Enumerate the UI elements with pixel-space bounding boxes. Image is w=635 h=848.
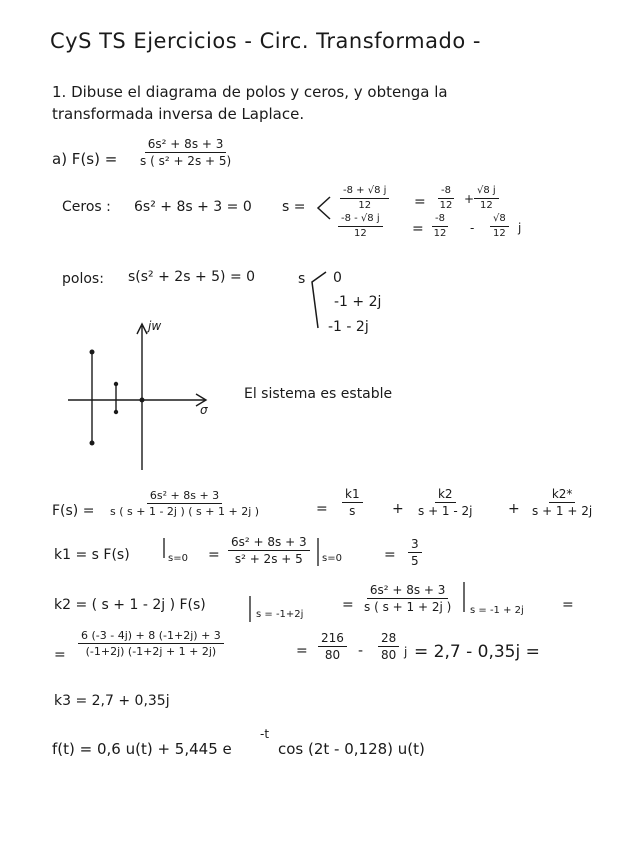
k2-line2-minus: - bbox=[358, 643, 364, 659]
k2-line2-eq-2: = bbox=[296, 643, 308, 659]
imag-axis-label: jw bbox=[148, 319, 162, 333]
k2-line2-b-num: 28 bbox=[378, 632, 399, 647]
pole-lower bbox=[90, 441, 95, 446]
zero-2-den: 12 bbox=[353, 228, 367, 239]
pole-origin bbox=[140, 398, 145, 403]
pole-2: -1 + 2j bbox=[334, 294, 382, 310]
zeros-label: Ceros : bbox=[62, 199, 111, 215]
partial-num: 6s² + 8s + 3 bbox=[147, 490, 222, 504]
k1-eq: = bbox=[208, 547, 220, 563]
k2-fraction bbox=[364, 584, 451, 613]
zero-2-num: -8 - √8 j bbox=[338, 214, 383, 227]
zero-2b-num: √8 bbox=[490, 214, 509, 227]
part-a-numerator: 6s² + 8s + 3 bbox=[145, 138, 227, 153]
k2-line2-eq: = bbox=[54, 647, 66, 663]
k3-line: k3 = 2,7 + 0,35j bbox=[54, 693, 170, 709]
k1-result-den: 5 bbox=[411, 554, 419, 568]
k2-sub-1: s = -1+2j bbox=[256, 609, 304, 620]
poles-brace bbox=[312, 272, 326, 328]
zeros-brace bbox=[318, 197, 330, 219]
final-exp: -t bbox=[260, 727, 270, 741]
problem-line-1: 1. Dibuse el diagrama de polos y ceros, y obtenga la bbox=[52, 83, 448, 101]
problem-line-2: transformada inversa de Laplace. bbox=[52, 105, 305, 123]
k2-line2-b bbox=[378, 632, 399, 661]
k2-line2-a-den: 80 bbox=[324, 648, 341, 662]
k2-line2-num: 6 (-3 - 4j) + 8 (-1+2j) + 3 bbox=[78, 630, 224, 644]
zero-2-minus: - bbox=[470, 221, 475, 235]
k2-eq-2: = bbox=[562, 597, 574, 613]
final-lhs: f(t) = 0,6 u(t) + 5,445 e bbox=[52, 740, 232, 758]
k1-lhs: k1 = s F(s) bbox=[54, 547, 130, 563]
k2-den: s ( s + 1 + 2j ) bbox=[364, 600, 452, 614]
zeros-equation: 6s² + 8s + 3 = 0 bbox=[134, 199, 252, 215]
poles-label: polos: bbox=[62, 271, 104, 287]
partial-k2star-fraction bbox=[532, 488, 592, 517]
real-axis-label: σ bbox=[200, 403, 208, 417]
partial-k2-den: s + 1 - 2j bbox=[418, 504, 473, 518]
k1-den: s² + 2s + 5 bbox=[234, 552, 303, 566]
zero-1-num: -8 + √8 j bbox=[340, 186, 389, 199]
pole-1: 0 bbox=[333, 270, 342, 286]
k2-sub-2: s = -1 + 2j bbox=[470, 605, 524, 616]
k2-line2-fraction bbox=[78, 630, 224, 657]
partial-k2star-den: s + 1 + 2j bbox=[532, 504, 593, 518]
partial-plus-2: + bbox=[508, 501, 520, 517]
zero-1a-num: -8 bbox=[438, 186, 454, 199]
zeros-s-eq: s = bbox=[282, 199, 306, 215]
k1-fraction bbox=[228, 536, 310, 565]
k1-result bbox=[408, 538, 422, 567]
zero-2b-j: j bbox=[518, 221, 522, 235]
partial-k2star: k2* bbox=[549, 488, 576, 503]
partial-k2: k2 bbox=[435, 488, 456, 503]
k2-lhs: k2 = ( s + 1 - 2j ) F(s) bbox=[54, 597, 206, 613]
k1-num: 6s² + 8s + 3 bbox=[228, 536, 310, 551]
k2-line2-a-num: 216 bbox=[318, 632, 347, 647]
k2-line2-a bbox=[318, 632, 347, 661]
k1-eq-2: = bbox=[384, 547, 396, 563]
zero-1-plus: + bbox=[464, 192, 475, 206]
partial-eq: = bbox=[316, 501, 328, 517]
k2-line2-den: (-1+2j) (-1+2j + 1 + 2j) bbox=[85, 645, 217, 658]
zero-2b-den: 12 bbox=[493, 228, 506, 239]
part-a-denominator: s ( s² + 2s + 5) bbox=[140, 154, 232, 168]
final-rhs: cos (2t - 0,128) u(t) bbox=[278, 740, 425, 758]
k1-sub-2: s=0 bbox=[322, 553, 342, 564]
partial-k1-fraction bbox=[342, 488, 363, 517]
k2-line2-j: j bbox=[404, 645, 408, 659]
k2-eq: = bbox=[342, 597, 354, 613]
k1-sub-1: s=0 bbox=[168, 553, 188, 564]
zero-1-eq-sign: = bbox=[414, 194, 426, 210]
zero-1b-den: 12 bbox=[479, 200, 493, 211]
zero-upper bbox=[114, 382, 118, 386]
poles-equation: s(s² + 2s + 5) = 0 bbox=[128, 269, 256, 285]
part-a-label: a) F(s) = bbox=[52, 150, 118, 168]
zero-2a-num: -8 bbox=[432, 214, 448, 227]
partial-den: s ( s + 1 - 2j ) ( s + 1 + 2j ) bbox=[110, 505, 260, 518]
stable-text: El sistema es estable bbox=[244, 386, 393, 402]
partial-lhs: F(s) = bbox=[52, 503, 95, 519]
k2-line2-b-den: 80 bbox=[381, 648, 397, 662]
zero-2-eq-sign: = bbox=[412, 221, 424, 237]
zero-lower bbox=[114, 410, 118, 414]
k1-result-num: 3 bbox=[408, 538, 422, 553]
partial-main-fraction bbox=[110, 490, 259, 517]
page-title: CyS TS Ejercicios - Circ. Transformado - bbox=[50, 29, 481, 53]
partial-plus-1: + bbox=[392, 501, 404, 517]
zero-1-den: 12 bbox=[358, 200, 372, 211]
k2-num: 6s² + 8s + 3 bbox=[367, 584, 449, 599]
partial-k2-fraction bbox=[418, 488, 473, 517]
zero-2a-den: 12 bbox=[433, 228, 447, 239]
pole-3: -1 - 2j bbox=[328, 319, 369, 335]
zero-1a-den: 12 bbox=[439, 200, 453, 211]
partial-k1-den: s bbox=[349, 504, 356, 518]
pole-upper bbox=[90, 350, 95, 355]
poles-s: s bbox=[298, 271, 306, 287]
k2-line2-result: = 2,7 - 0,35j = bbox=[414, 642, 540, 662]
partial-k1: k1 bbox=[342, 488, 363, 503]
zero-1b-num: √8 j bbox=[474, 186, 499, 199]
